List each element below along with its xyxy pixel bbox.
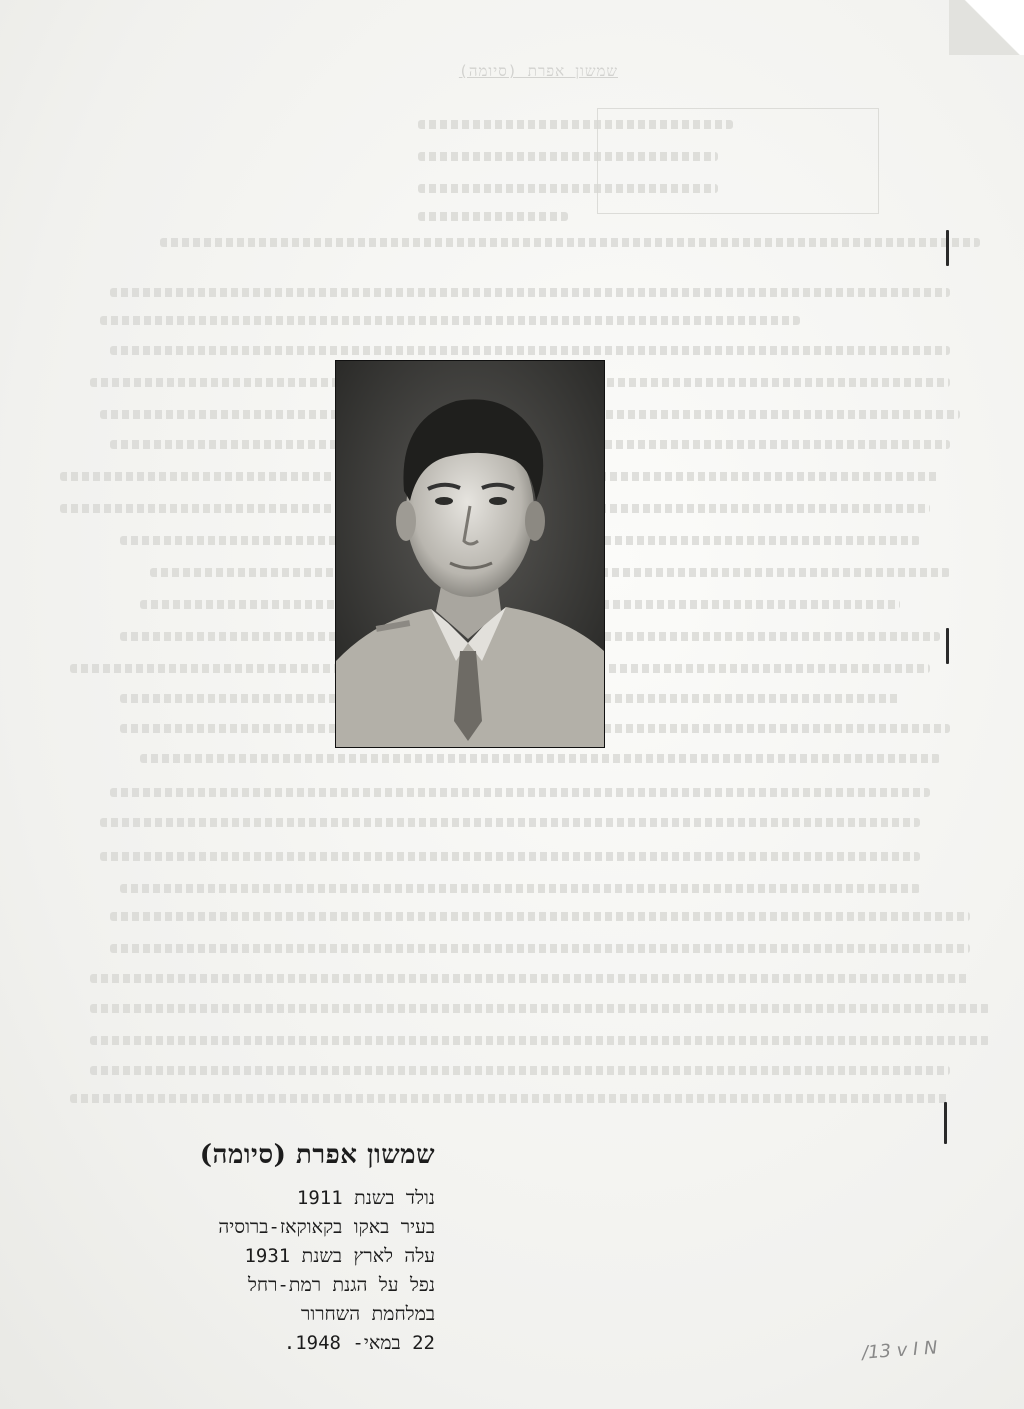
caption-line-fell: נפל על הגנת רמת-רחל: [247, 1274, 435, 1296]
caption-line-war: במלחמת השחרור: [301, 1303, 435, 1325]
memorial-caption: [150, 1140, 435, 1358]
show-through-line: [100, 852, 920, 861]
show-through-line: [100, 818, 920, 827]
show-through-line: [110, 912, 970, 921]
show-through-line: [418, 212, 568, 221]
binding-mark: [946, 230, 949, 266]
show-through-line: [160, 238, 980, 247]
show-through-line: [110, 346, 950, 355]
show-through-line: [70, 1094, 950, 1103]
show-through-line: [100, 316, 800, 325]
binding-mark: [944, 1102, 947, 1144]
archive-number: /13 v I N: [861, 1337, 939, 1364]
folded-corner: [949, 0, 1024, 55]
portrait-photo: [335, 360, 605, 748]
show-through-header: שמשון אפרת (סיומה): [458, 62, 618, 80]
show-through-line: [110, 788, 930, 797]
show-through-line: [90, 1066, 950, 1075]
caption-line-aliyah: עלה לארץ בשנת 1931: [244, 1245, 435, 1267]
caption-line-date: 22 במאי- 1948.: [283, 1332, 435, 1354]
show-through-line: [90, 1004, 990, 1013]
show-through-line: [418, 120, 733, 129]
show-through-line: [418, 184, 718, 193]
binding-mark: [946, 628, 949, 664]
show-through-line: [140, 754, 940, 763]
show-through-line: [90, 1036, 990, 1045]
show-through-line: [120, 884, 920, 893]
show-through-line: [90, 974, 970, 983]
show-through-line: [418, 152, 718, 161]
caption-line-born: נולד בשנת 1911: [296, 1187, 435, 1209]
show-through-line: [110, 944, 970, 953]
show-through-line: [110, 288, 950, 297]
person-name: שמשון אפרת (סיומה): [199, 1140, 435, 1170]
caption-line-city: בעיר באקו בקאוקאז-ברוסיה: [218, 1216, 435, 1238]
